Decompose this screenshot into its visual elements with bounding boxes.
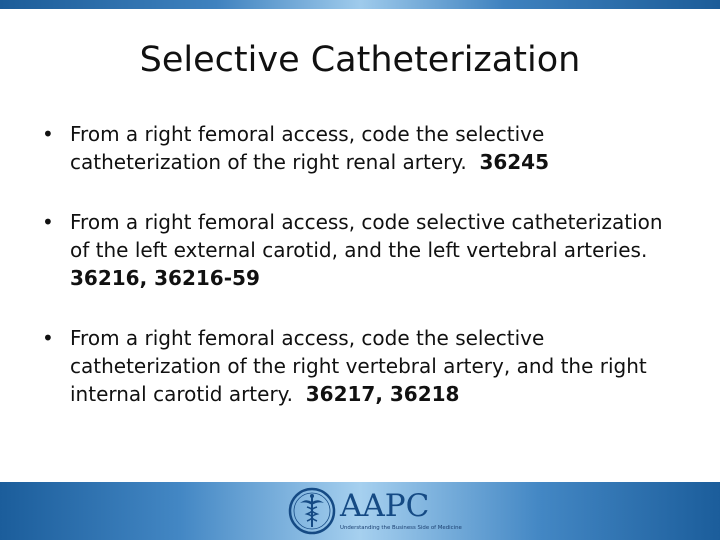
bullet-list <box>42 120 682 440</box>
bullet-glyph: • <box>42 326 54 350</box>
bullet-item-2 <box>42 208 682 292</box>
cpt-code: 36245 <box>479 150 550 174</box>
caduceus-emblem-icon <box>288 487 336 535</box>
top-accent-bar <box>0 0 720 9</box>
bullet-glyph: • <box>42 122 54 146</box>
cpt-code: 36217, 36218 <box>305 382 460 406</box>
bullet-item-3 <box>42 324 682 408</box>
bullet-text: From a right femoral access, code the selective catheterization of the right vertebral artery, and the right internal carotid artery. <box>70 326 647 406</box>
aapc-logo <box>286 486 462 536</box>
logo-wordmark: AAPC <box>340 488 430 524</box>
cpt-code: 36216, 36216-59 <box>70 266 260 290</box>
bullet-item-1 <box>42 120 682 176</box>
bullet-glyph: • <box>42 210 54 234</box>
bullet-text: From a right femoral access, code the selective catheterization of the right renal artery. <box>70 122 545 174</box>
logo-tagline: Understanding the Business Side of Medicine <box>340 525 462 531</box>
slide-title: Selective Catheterization <box>139 40 581 80</box>
bullet-text: From a right femoral access, code selective catheterization of the left external carotid, and the left vertebral arteries. <box>70 210 663 262</box>
